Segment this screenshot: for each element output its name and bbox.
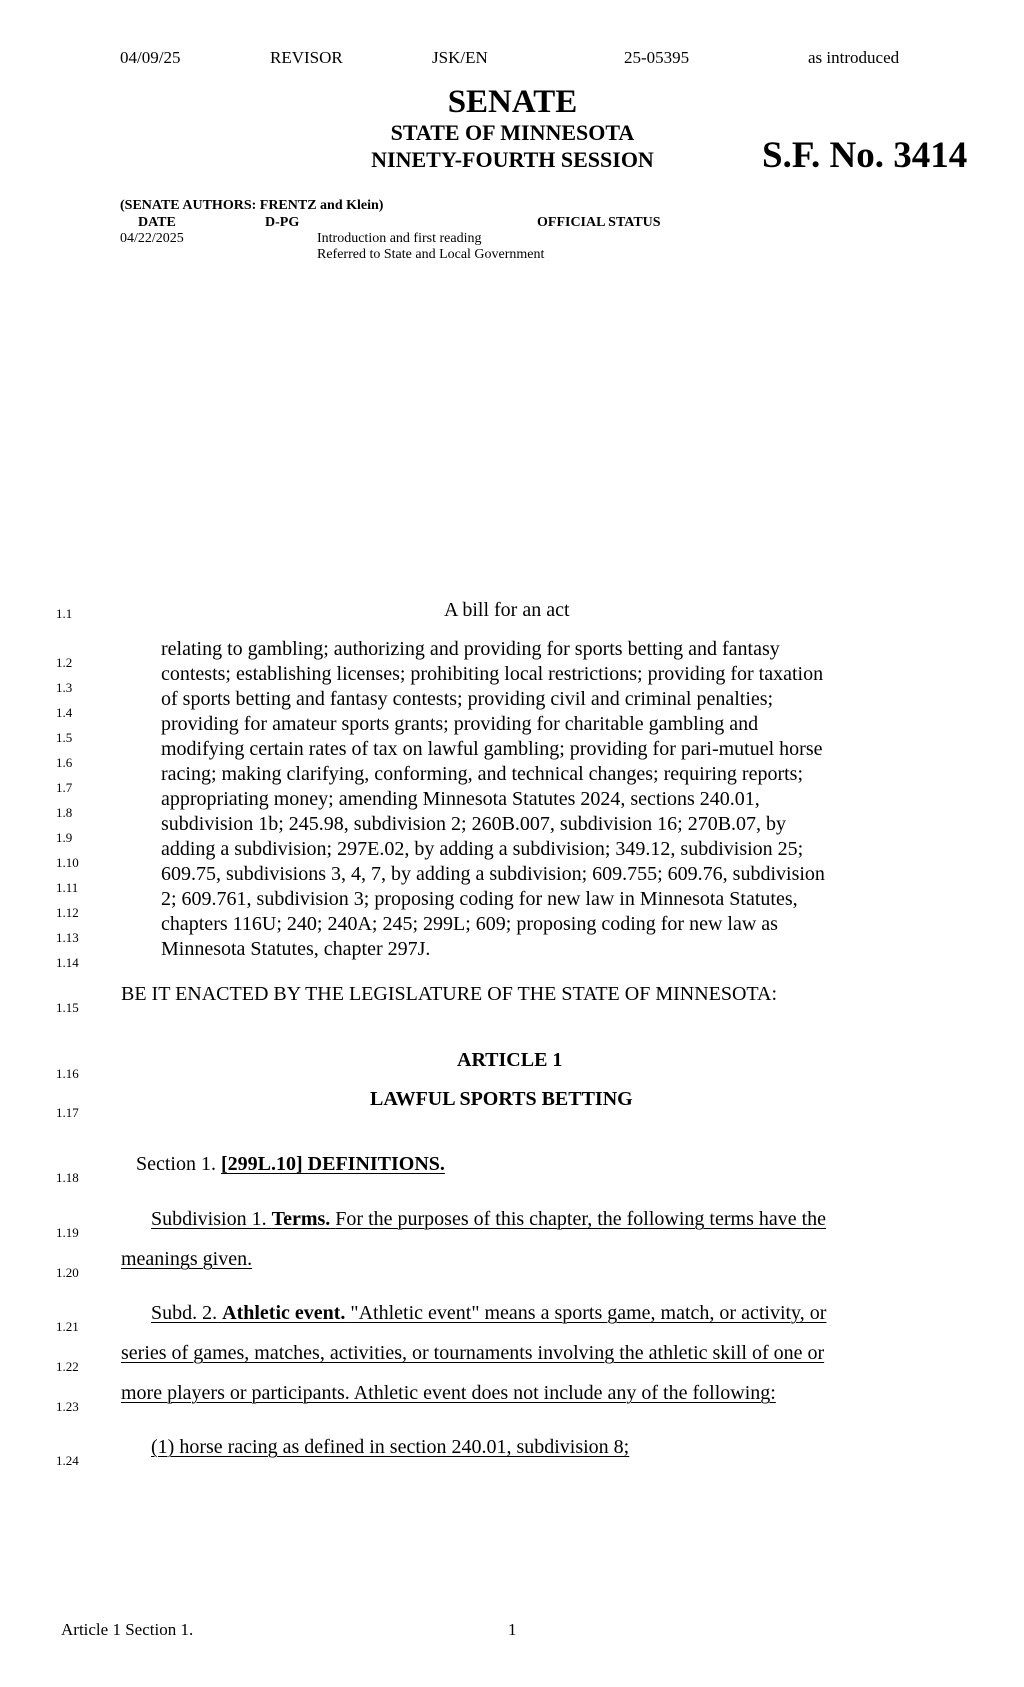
title-line: appropriating money; amending Minnesota Statutes 2024, sections 240.01, <box>161 788 760 810</box>
title-line: 2; 609.761, subdivision 3; proposing coding for new law in Minnesota Statutes, <box>161 888 798 910</box>
status-col-official: OFFICIAL STATUS <box>537 215 661 230</box>
status-entry-line1: Introduction and first reading <box>317 231 482 246</box>
line-number: 1.3 <box>56 680 73 695</box>
bill-number: S.F. No. 3414 <box>762 135 968 176</box>
section-label: Section 1. <box>136 1153 216 1175</box>
line-number: 1.21 <box>56 1319 79 1334</box>
title-line: chapters 116U; 240; 240A; 245; 299L; 609; proposing coding for new law as <box>161 913 778 935</box>
subdivision-label: Subdivision 1. <box>151 1208 267 1230</box>
bill-for-an-act: A bill for an act <box>444 599 570 621</box>
state-title: STATE OF MINNESOTA <box>390 120 635 145</box>
subdivision-title: Athletic event. <box>222 1302 346 1324</box>
article-number: ARTICLE 1 <box>457 1049 563 1071</box>
status-col-dpg: D-PG <box>265 215 300 230</box>
title-line: modifying certain rates of tax on lawful gambling; providing for pari-mutuel horse <box>161 738 823 760</box>
title-line: subdivision 1b; 245.98, subdivision 2; 260B.007, subdivision 16; 270B.07, by <box>161 813 787 835</box>
subdivision-text: "Athletic event" means a sports game, match, or activity, or <box>350 1302 827 1324</box>
line-number: 1.20 <box>56 1265 79 1280</box>
title-line: racing; making clarifying, conforming, and technical changes; requiring reports; <box>161 763 804 785</box>
line-number: 1.1 <box>56 606 73 621</box>
subdivision-1-line <box>151 1208 826 1231</box>
senate-authors: (SENATE AUTHORS: FRENTZ and Klein) <box>120 198 384 213</box>
line-number: 1.8 <box>56 805 73 820</box>
body-text-line: more players or participants. Athletic event does not include any of the following: <box>121 1382 776 1404</box>
header-date: 04/09/25 <box>120 48 181 67</box>
enacting-clause: BE IT ENACTED BY THE LEGISLATURE OF THE STATE OF MINNESOTA: <box>121 983 778 1005</box>
line-number: 1.6 <box>56 755 73 770</box>
line-number: 1.22 <box>56 1359 79 1374</box>
line-number: 1.23 <box>56 1399 79 1414</box>
subdivision-text: For the purposes of this chapter, the following terms have the <box>335 1208 827 1230</box>
status-col-date: DATE <box>138 215 176 230</box>
title-line: relating to gambling; authorizing and providing for sports betting and fantasy <box>161 638 780 660</box>
section-title: [299L.10] DEFINITIONS. <box>221 1153 445 1175</box>
section-heading <box>136 1153 445 1176</box>
line-number: 1.11 <box>56 880 79 895</box>
chamber-title: SENATE <box>447 84 578 120</box>
line-number: 1.13 <box>56 930 79 945</box>
subdivision-label: Subd. 2. <box>151 1302 218 1324</box>
subdivision-title: Terms. <box>271 1208 331 1230</box>
title-line: adding a subdivision; 297E.02, by adding a subdivision; 349.12, subdivision 25; <box>161 838 804 860</box>
title-line: of sports betting and fantasy contests; providing civil and criminal penalties; <box>161 688 774 710</box>
line-number: 1.4 <box>56 705 73 720</box>
title-line: 609.75, subdivisions 3, 4, 7, by adding a subdivision; 609.755; 609.76, subdivision <box>161 863 825 885</box>
line-number: 1.2 <box>56 655 73 670</box>
title-line: Minnesota Statutes, chapter 297J. <box>161 938 431 960</box>
body-text-line: (1) horse racing as defined in section 240.01, subdivision 8; <box>151 1436 630 1458</box>
line-number: 1.12 <box>56 905 79 920</box>
session-title: NINETY-FOURTH SESSION <box>371 147 654 172</box>
footer-page-number: 1 <box>508 1620 517 1639</box>
line-number: 1.5 <box>56 730 73 745</box>
line-number: 1.18 <box>56 1170 79 1185</box>
article-title: LAWFUL SPORTS BETTING <box>370 1088 633 1110</box>
line-number: 1.15 <box>56 1000 79 1015</box>
line-number: 1.9 <box>56 830 73 845</box>
subdivision-2-line <box>151 1302 826 1325</box>
line-number: 1.16 <box>56 1066 79 1081</box>
header-initials: JSK/EN <box>432 48 488 67</box>
footer-location: Article 1 Section 1. <box>61 1620 194 1639</box>
line-number: 1.7 <box>56 780 73 795</box>
line-number: 1.24 <box>56 1453 79 1468</box>
line-number: 1.19 <box>56 1225 79 1240</box>
title-line: contests; establishing licenses; prohibiting local restrictions; providing for taxation <box>161 663 824 685</box>
line-number: 1.10 <box>56 855 79 870</box>
line-number: 1.17 <box>56 1105 79 1120</box>
header-office: REVISOR <box>270 48 343 67</box>
body-text-line: series of games, matches, activities, or tournaments involving the athletic skill of one or <box>121 1342 825 1364</box>
status-entry-date: 04/22/2025 <box>120 231 184 246</box>
header-doc-number: 25-05395 <box>624 48 690 67</box>
line-number: 1.14 <box>56 955 79 970</box>
header-status: as introduced <box>808 48 900 67</box>
body-text-line: meanings given. <box>121 1248 253 1270</box>
title-line: providing for amateur sports grants; providing for charitable gambling and <box>161 713 759 735</box>
status-entry-line2: Referred to State and Local Government <box>317 247 545 262</box>
